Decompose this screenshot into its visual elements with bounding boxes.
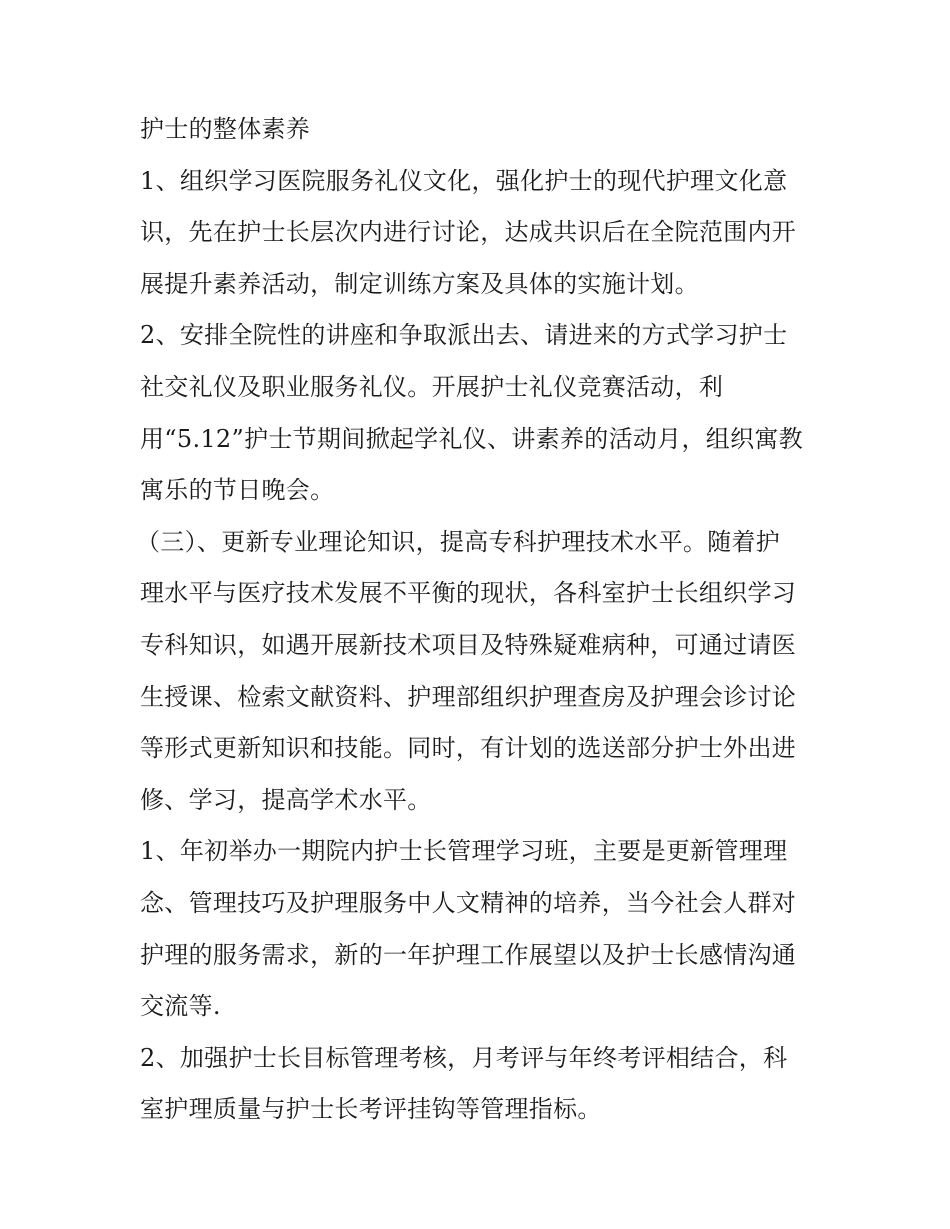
section-heading: 护士的整体素养 [140, 115, 311, 143]
text-line: 理水平与医疗技术发展不平衡的现状，各科室护士长组织学习 [140, 579, 797, 608]
text-line: 识，先在护士长层次内进行讨论，达成共识后在全院范围内开 [140, 218, 797, 247]
document-body [136, 104, 820, 1136]
text-line: 社交礼仪及职业服务礼仪。开展护士礼仪竞赛活动，利 [140, 372, 724, 401]
text-line: 2、加强护士长目标管理考核，月考评与年终考评相结合，科 [140, 1043, 788, 1072]
text-line: 等形式更新知识和技能。同时，有计划的选送部分护士外出进 [140, 734, 797, 763]
text-line: 护理的服务需求，新的一年护理工作展望以及护士长感情沟通 [140, 940, 797, 969]
text-line: 念、管理技巧及护理服务中人文精神的培养，当今社会人群对 [140, 888, 797, 917]
text-line: 生授课、检索文献资料、护理部组织护理查房及护理会诊讨论 [140, 682, 797, 711]
text-line: 专科知识，如遇开展新技术项目及特殊疑难病种，可通过请医 [140, 630, 797, 659]
text-line: 1、组织学习医院服务礼仪文化，强化护士的现代护理文化意 [140, 166, 788, 195]
text-line: 交流等. [140, 992, 221, 1021]
text-line: 2、安排全院性的讲座和争取派出去、请进来的方式学习护士 [140, 321, 788, 350]
text-line: 用“5.12”护士节期间掀起学礼仪、讲素养的活动月，组织寓教 [140, 424, 803, 453]
section-heading-three: （三）、更新专业理论知识，提高专科护理技术水平。随着护 [136, 527, 781, 556]
text-line: 1、年初举办一期院内护士长管理学习班，主要是更新管理理 [140, 837, 788, 866]
text-line: 室护理质量与护士长考评挂钩等管理指标。 [140, 1095, 602, 1124]
text-line: 修、学习，提高学术水平。 [140, 785, 432, 814]
text-line: 寓乐的节日晚会。 [140, 476, 335, 505]
text-line: 展提升素养活动，制定训练方案及具体的实施计划。 [140, 269, 699, 298]
